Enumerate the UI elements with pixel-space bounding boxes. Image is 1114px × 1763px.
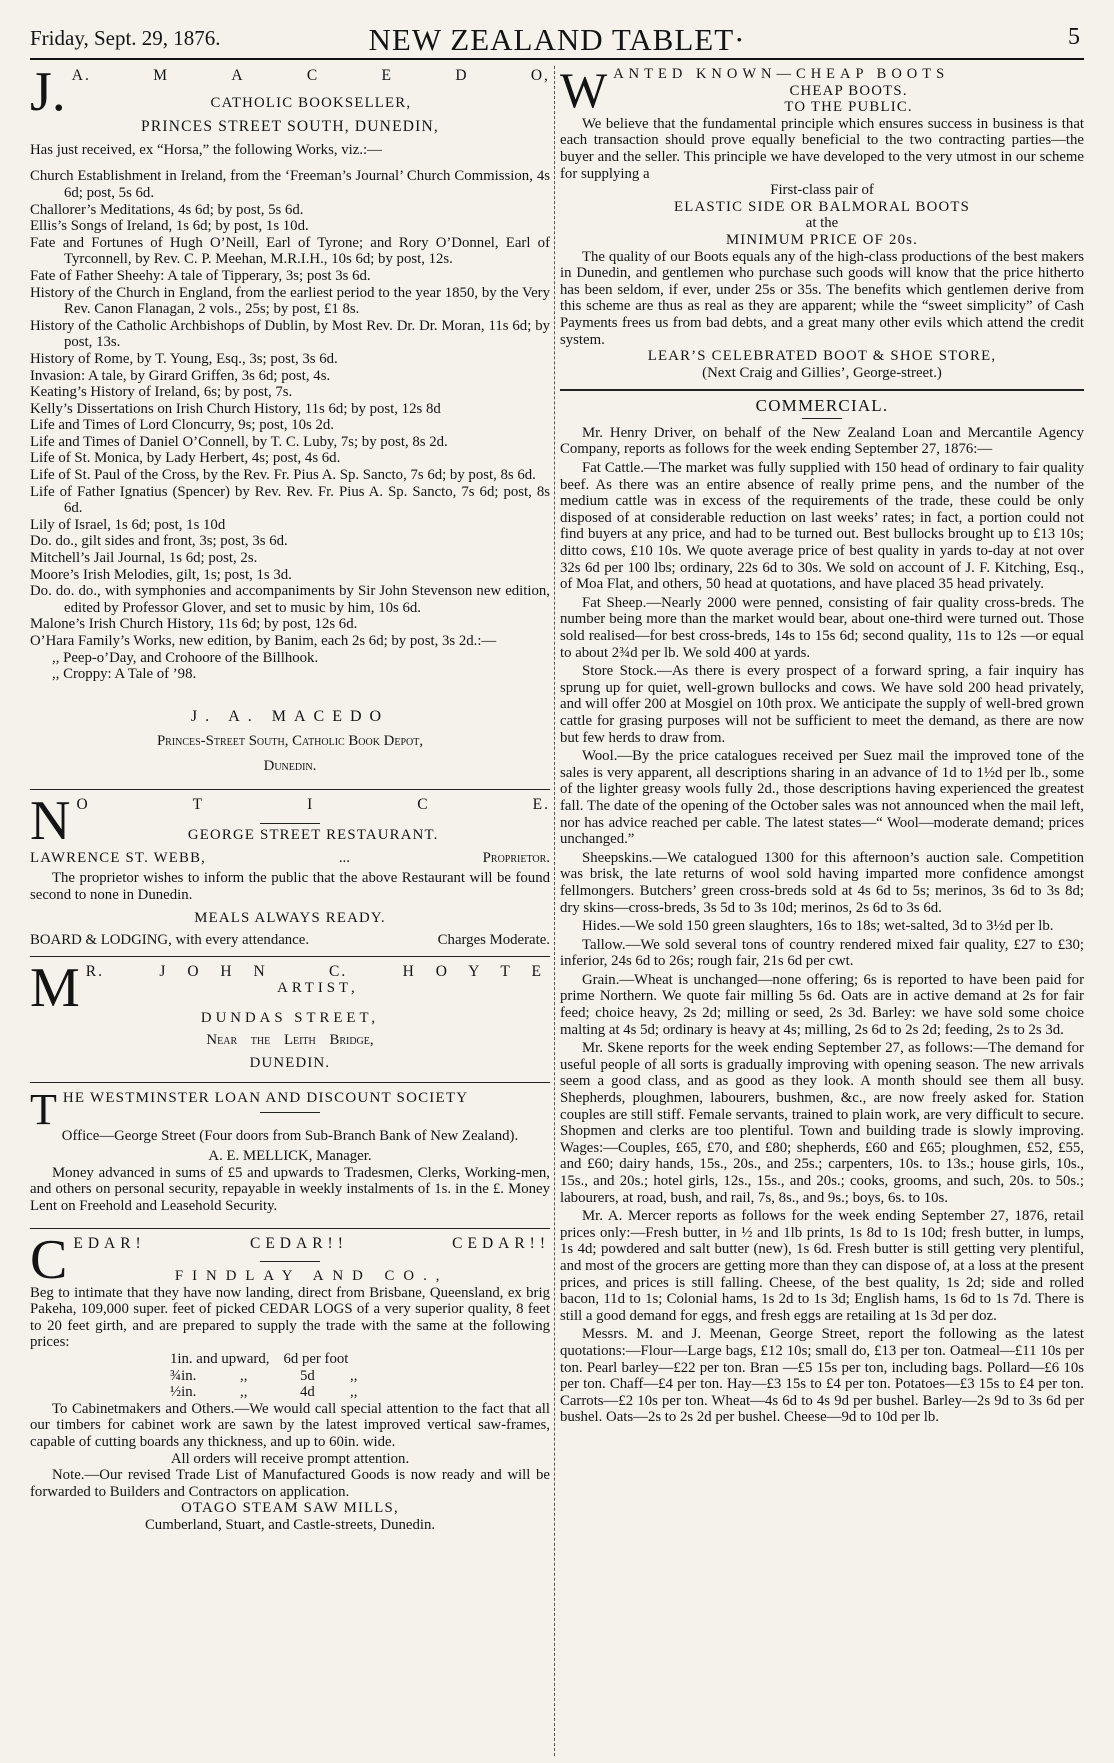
boots-advert — [560, 62, 1084, 381]
price-row — [170, 1368, 550, 1385]
list-item: Mitchell’s Jail Journal, 1s 6d; post, 2s. — [30, 550, 258, 567]
westminster-office: Office—George Street (Four doors from Sub-Branch Bank of New Zealand). — [61, 1127, 519, 1144]
westminster-manager: A. E. MELLICK, Manager. — [208, 1148, 372, 1165]
divider — [30, 1082, 550, 1083]
commercial-para: Sheepskins.—We catalogued 1300 for this afternoon’s auction sale. Competition was brisk, the late returns of wool sold having imparted more confidence amongst fellmongers. Butchers’ green cross-breds sold at 4s 6d to 5s; merinos, 3s 6d to 3s 8d; dry skins—cross-breds, 3s 5d to 3s 10d; merinos, 2s 6d to 3s 6d. — [560, 849, 1084, 916]
list-item: History of the Catholic Archbishops of Dublin, by Most Rev. Dr. Dr. Moran, 11s 6d; by post, 13s. — [30, 317, 550, 351]
macedo-city: Dunedin. — [263, 757, 317, 774]
proprietor-line — [30, 850, 550, 867]
boots-para-2: The quality of our Boots equals any of the high-class productions of the best makers in Dunedin, and gentlemen who purchase such goods will know that the price hitherto has been seldom, if ever, under 25s or 35s. The benefits which gentlemen derive from this scheme are thus as real as they are apparent; while the “sweet simplicity” of Cash Payments frees us from bad debts, and a great many other evils which attend the credit system. — [560, 248, 1084, 348]
price: 5d — [300, 1367, 315, 1384]
restaurant-name: GEORGE STREET RESTAURANT. — [187, 827, 439, 844]
word: C. — [329, 962, 348, 980]
notice-spaced — [76, 797, 550, 814]
list-item: O’Hara Family’s Works, new edition, by Banim, each 2s 6d; by post, 3s 2d.:— — [30, 633, 497, 649]
size: ½in. — [170, 1384, 197, 1401]
westminster-advert — [30, 1084, 550, 1215]
letter: D — [455, 67, 469, 84]
hoyte-artist: ARTIST, — [277, 980, 359, 997]
ditto: ,, — [350, 1384, 358, 1401]
list-item: Moore’s Irish Melodies, gilt, 1s; post, 1s 3d. — [30, 566, 292, 583]
list-item: Life and Times of Lord Cloncurry, 9s; post, 10s 2d. — [30, 417, 335, 434]
meals-ready: MEALS ALWAYS READY. — [194, 909, 386, 926]
charges: Charges Moderate. — [437, 932, 550, 949]
boots-store: LEAR’S CELEBRATED BOOT & SHOE STORE, — [647, 348, 997, 365]
list-item: Keating’s History of Ireland, 6s; by post, 7s. — [30, 384, 293, 401]
price: 4d — [300, 1384, 315, 1401]
short-rule — [802, 418, 842, 419]
drop-cap-j: J. — [30, 61, 66, 123]
letter: O, — [530, 67, 550, 84]
cedar-address: Cumberland, Stuart, and Castle-streets, Dunedin. — [144, 1516, 436, 1533]
page-number: 5 — [1068, 24, 1080, 50]
list-item: Do. do., gilt sides and front, 3s; post, 3s 6d. — [30, 533, 288, 550]
newspaper-title: NEW ZEALAND TABLET· — [368, 22, 746, 57]
macedo-depot: Princes-Street South, Catholic Book Depot, — [156, 733, 424, 750]
drop-cap-w: W — [560, 62, 608, 118]
list-item: History of the Church in England, from the earliest period to the year 1850, by the Very Rev. Canon Flanagan, 2 vols., 25s; by post, £1 8s. — [30, 284, 550, 318]
ditto: ,, — [350, 1367, 358, 1384]
commercial-para: Wool.—By the price catalogues received per Suez mail the improved tone of the sales is very apparent, all descriptions sharing in an advance of 1d to 1½d per lb., some of the lighter greasy wools fully 2d., those descriptions having experienced the greatest fall. The date of the opening of the October sales was not announced when the mail left, nor has advice reached per cable. The latest states—“ Wool—moderate demand; prices unchanged.” — [560, 748, 1084, 848]
size: ¾in. — [170, 1367, 197, 1384]
macedo-intro: Has just received, ex “Horsa,” the following Works, viz.:— — [30, 141, 382, 158]
cedar-spaced — [73, 1236, 550, 1253]
cedar-price-list — [170, 1351, 550, 1401]
list-item: ,, Peep-o’Day, and Crohoore of the Billhook. — [52, 649, 319, 666]
word: R. — [85, 962, 105, 980]
word: CEDAR!! — [250, 1235, 348, 1253]
short-rule — [260, 1261, 320, 1262]
list-item: Fate of Father Sheehy: A tale of Tipperary, 3s; post 3s 6d. — [30, 267, 371, 284]
issue-date: Friday, Sept. 29, 1876. — [30, 26, 221, 50]
hoyte-spaced — [86, 964, 550, 981]
commercial-para: Fat Sheep.—Nearly 2000 were penned, consisting of fair quality cross-breds. The number being more than the market would bear, about one-third were turned out. Those sold realised—for best cross-breds, 14s to 15s 6d; second quality, 11s to 12s —or equal to about 2¾d per lb. We sold 400 at yards. — [560, 594, 1084, 661]
commercial-section — [560, 398, 1084, 1426]
list-item: Church Establishment in Ireland, from the ‘Freeman’s Journal’ Church Commission, 4s 6d; post, 5s 6d. — [30, 168, 550, 201]
column-divider — [554, 66, 555, 1756]
drop-cap-t: T — [30, 1084, 57, 1134]
macedo-trade: CATHOLIC BOOKSELLER, — [210, 94, 412, 111]
list-item: Lily of Israel, 1s 6d; post, 1s 10d — [30, 516, 226, 533]
list-item: Life of St. Paul of the Cross, by the Rev. Fr. Pius A. Sp. Sancto, 7s 6d; by post, 8s 6d. — [30, 467, 536, 484]
macedo-signature: J. A. MACEDO — [190, 707, 390, 725]
hoyte-street: DUNDAS STREET, — [200, 1009, 380, 1026]
dots: ... — [338, 849, 350, 866]
boots-headline: ANTED KNOWN—CHEAP BOOTS — [613, 66, 950, 82]
word: J O H N — [159, 962, 274, 980]
hoyte-near: Near the Leith Bridge, — [206, 1032, 374, 1049]
commercial-para: Mr. Henry Driver, on behalf of the New Zealand Loan and Mercantile Agency Company, reports as follows for the week ending September 27, 1876:— — [560, 424, 1084, 458]
commercial-para: Mr. Skene reports for the week ending September 27, as follows:—The demand for useful people of all sorts is gradually improving with opening season. The new arrivals seem a good class, and as good as they look. A month should see them all busy. Shepherds, ploughmen, labourers, bushmen, &c., are now freely asked for. Station couples are still stiff. Female servants, trained to plain work, are very difficult to secure. Shopmen and clerks are too plentiful. Town and building trade is slowly improving. Wages:—Couples, £65, £70, and £80; shepherds, £60 and £65; ploughmen, £52, £55, and £60; dairy hands, 15s., 20s., and 25s.; carpenters, 10s. to 13s.; house girls, 10s., 15s., and 20s.; hotel girls, 12s., 15s., and 20s.; cooks, grooms, and such, 20s. to 50s.; labourers, at road, bush, and rail, 7s, 8s., and 9s.; boys, 6s. to 10s. — [560, 1040, 1084, 1206]
letter: E — [381, 67, 393, 84]
divider — [560, 389, 1084, 391]
price-row — [170, 1351, 550, 1368]
price-row — [170, 1384, 550, 1401]
boots-elastic: ELASTIC SIDE OR BALMORAL BOOTS — [673, 198, 971, 215]
list-item: History of Rome, by T. Young, Esq., 3s; post, 3s 6d. — [30, 350, 338, 367]
list-item: Do. do. do., with symphonies and accompaniments by Sir John Stevenson new edition, edited by Professor Glover, and set to music by him, 10s 6d. — [30, 583, 550, 616]
list-item: Life of Father Ignatius (Spencer) by Rev. Rev. Fr. Pius A. Sp. Sancto, 7s 6d; post, 8s 6d. — [30, 483, 550, 517]
commercial-para: Tallow.—We sold several tons of country rendered mixed fair quality, £27 to £30; inferior, 24s 6d to 26s; rough fair, 21s 6d per cwt. — [560, 936, 1084, 970]
hoyte-city: DUNEDIN. — [249, 1054, 331, 1071]
letter: M — [153, 67, 169, 84]
commercial-para: Grain.—Wheat is unchanged—none offering; 6s is reported to have been paid for prime Northern. We quote fair milling 5s 6d. Oats are in active demand at 2s for fair feed; choice heavy, 2s 2d; milling or seed, 2s 3d. Barley: we have sold some choice malting at 4s 5d; ordinary is heavy at 4s; milling, 2s 6d to 2s 2d; feeding, 2s to 2s 3d. — [560, 971, 1084, 1038]
board-lodging: BOARD & LODGING, with every attendance. — [30, 932, 310, 949]
drop-cap-n: N — [30, 789, 71, 852]
cedar-advert — [30, 1229, 550, 1533]
letter: C — [417, 795, 430, 813]
letter: E. — [532, 795, 550, 813]
macedo-advert — [30, 61, 550, 775]
list-item: Life of St. Monica, by Lady Herbert, 4s; post, 4s 6d. — [30, 450, 341, 467]
commercial-para: Hides.—We sold 150 green slaughters, 16s to 18s; wet-salted, 3d to 3½d per lb. — [582, 918, 1054, 935]
letter: O — [76, 795, 90, 813]
letter: A — [231, 67, 245, 84]
macedo-name-spaced — [72, 68, 550, 85]
board-line — [30, 932, 550, 949]
list-item: Life and Times of Daniel O’Connell, by T. C. Luby, 7s; by post, 8s 2d. — [30, 433, 448, 450]
boots-para-1: We believe that the fundamental principle which ensures success in business is that each transaction should prove equally beneficial to the two contracting parties—the buyer and the seller. This principle we have developed to the very utmost in our scheme for supplying a — [560, 115, 1084, 182]
divider — [30, 789, 550, 790]
hoyte-advert — [30, 956, 550, 1072]
westminster-title: HE WESTMINSTER LOAN AND DISCOUNT SOCIETY — [62, 1089, 469, 1106]
short-rule — [260, 823, 320, 824]
cedar-firm: FINDLAY AND CO., — [174, 1268, 449, 1285]
drop-cap-m: M — [30, 956, 80, 1019]
cedar-body: Beg to intimate that they have now landing, direct from Brisbane, Queensland, ex brig Pakeha, 109,000 super. feet of picked CEDAR LOGS of a very superior quality, 8 feet to 20 feet girth, and are prepared to supply the trade with the same at the following prices: — [30, 1284, 550, 1351]
masthead — [30, 14, 1084, 60]
ditto: ,, — [240, 1384, 248, 1401]
westminster-body: Money advanced in sums of £5 and upwards to Tradesmen, Clerks, Working-men, and others on personal security, repayable in weekly instalments of 1s. in the £. Money Lent on Freehold and Leasehold Security. — [30, 1164, 550, 1214]
boots-first-class: First-class pair of — [770, 182, 874, 199]
macedo-address: PRINCES STREET SOUTH, DUNEDIN, — [141, 118, 439, 136]
commercial-para: Fat Cattle.—The market was fully supplied with 150 head of ordinary to fair quality beef. As there was an entire absence of really prime pens, and the number of the medium cattle was in excess of the requirements of the trade, these could be only disposed of at considerable reduction on last weeks’ rates; in fact, a portion could not find buyers at any price, and had to be turned out. Best bullocks brought up to £13 10s; ditto cows, £10 10s. We quote average price of best quality in yards to-day at not over 32s 6d per 100 lbs; ordinary, 22s 6d to 30s. We sold on account of J. F. Kitching, Esq., of Moa Flat, and others, 50 head at quotations, and have placed 35 head privately. — [560, 460, 1084, 593]
boots-sub-2: TO THE PUBLIC. — [784, 99, 913, 116]
short-rule — [260, 1112, 320, 1113]
price: 6d per foot — [283, 1351, 349, 1368]
letter: I — [307, 795, 315, 813]
letter: C — [306, 67, 320, 84]
list-item: Invasion: A tale, by Girard Griffen, 3s 6d; post, 4s. — [30, 367, 331, 384]
list-item: Kelly’s Dissertations on Irish Church History, 11s 6d; by post, 12s 8d — [30, 400, 441, 417]
list-item: ,, Croppy: A Tale of ’98. — [52, 666, 197, 683]
proprietor-role: Proprietor. — [482, 849, 550, 866]
boots-store-address: (Next Craig and Gillies’, George-street.) — [702, 364, 942, 381]
list-item: Challorer’s Meditations, 4s 6d; by post, 5s 6d. — [30, 201, 304, 218]
divider — [30, 956, 550, 957]
word: CEDAR!! — [452, 1235, 550, 1253]
word: EDAR! — [73, 1235, 146, 1253]
boots-sub-1: CHEAP BOOTS. — [789, 82, 908, 99]
cedar-mills: OTAGO STEAM SAW MILLS, — [181, 1500, 399, 1517]
notice-advert — [30, 789, 550, 949]
restaurant-body: The proprietor wishes to inform the public that the above Restaurant will be found second to none in Dunedin. — [30, 870, 550, 903]
right-column — [560, 62, 1084, 1428]
commercial-para: Store Stock.—As there is every prospect of a forward spring, a fair inquiry has sprung up for quiet, well-grown bullocks and cows. We have sold 200 head privately, and will offer 200 at Mosgiel on 10th prox. We anticipate the supply of well-bred grown cattle for grasing purposes will not be sufficient to meet the demand, as there are now but few herds to draw from. — [560, 663, 1084, 746]
cedar-orders: All orders will receive prompt attention. — [170, 1450, 410, 1467]
commercial-para: Mr. A. Mercer reports as follows for the week ending September 27, 1876, retail prices only:—Fresh butter, in ½ and 1lb prints, 1s 8d to 1s 10d; fresh butter, in lumps, 1s 4d; powdered and salt butter (new), 1s 6d. Fresh butter is still getting very plentiful, and most of the grocers are getting more than they can dispose of, at a loss at the present prices, and prices is still falling. Cheese, of the best quality, 1s 2d; side and rolled bacon, 11d to 1s; Colonial hams, 1s 2d to 1s 3d; English hams, 1s 6d to 1s 7d. There is still a good demand for eggs, and fresh eggs are retailing at 1s 3d per doz. — [560, 1208, 1084, 1324]
ditto: ,, — [240, 1367, 248, 1384]
proprietor-name: LAWRENCE ST. WEBB, — [30, 849, 207, 866]
list-item: Malone’s Irish Church History, 11s 6d; by post, 12s 6d. — [30, 616, 358, 633]
book-list — [30, 168, 550, 682]
letter: T — [192, 795, 205, 813]
commercial-title: COMMERCIAL. — [755, 396, 889, 416]
boots-at-the: at the — [805, 215, 839, 232]
drop-cap-c: C — [30, 1229, 68, 1292]
list-item: Ellis’s Songs of Ireland, 1s 6d; by post, 1s 10d. — [30, 218, 309, 235]
cedar-note: Note.—Our revised Trade List of Manufactured Goods is now ready and will be forwarded to Builders and Contractors on application. — [30, 1467, 550, 1500]
commercial-para: Messrs. M. and J. Meenan, George Street, report the following as the latest quotations:—Flour—Large bags, £12 10s; small do, £13 per ton. Oatmeal—£11 10s per ton. Pearl barley—£22 per ton. Bran —£5 15s per ton, including bags. Pollard—£6 10s per ton. Chaff—£4 per ton. Hay—£3 15s to £4 per ton. Potatoes—£3 15s to £4 per ton. Carrots—£2 10s per ton. Wheat—4s 6d to 4s 9d per bushel. Barley—2s 9d to 3s 6d per bushel. Oats—2s to 2s 2d per bushel. Cheese—9d to 10d per lb. — [560, 1326, 1084, 1426]
word: H O Y T E — [402, 962, 550, 980]
size: 1in. and upward, — [170, 1351, 270, 1368]
boots-min-price: MINIMUM PRICE OF 20s. — [725, 231, 919, 248]
list-item: Fate and Fortunes of Hugh O’Neill, Earl of Tyrone; and Rory O’Donnel, Earl of Tyrconnell, by Rev. C. P. Meehan, M.R.I.H., 10s 6d; by post, 12s. — [30, 234, 550, 268]
cedar-body-2: To Cabinetmakers and Others.—We would call special attention to the fact that all our timbers for cabinet work are sawn by the latest improved vertical saw-frames, capable of cutting boards any thickness, and up to 60in. wide. — [30, 1400, 550, 1450]
divider — [30, 1228, 550, 1229]
letter: A. — [71, 67, 91, 84]
left-column — [30, 61, 550, 1534]
